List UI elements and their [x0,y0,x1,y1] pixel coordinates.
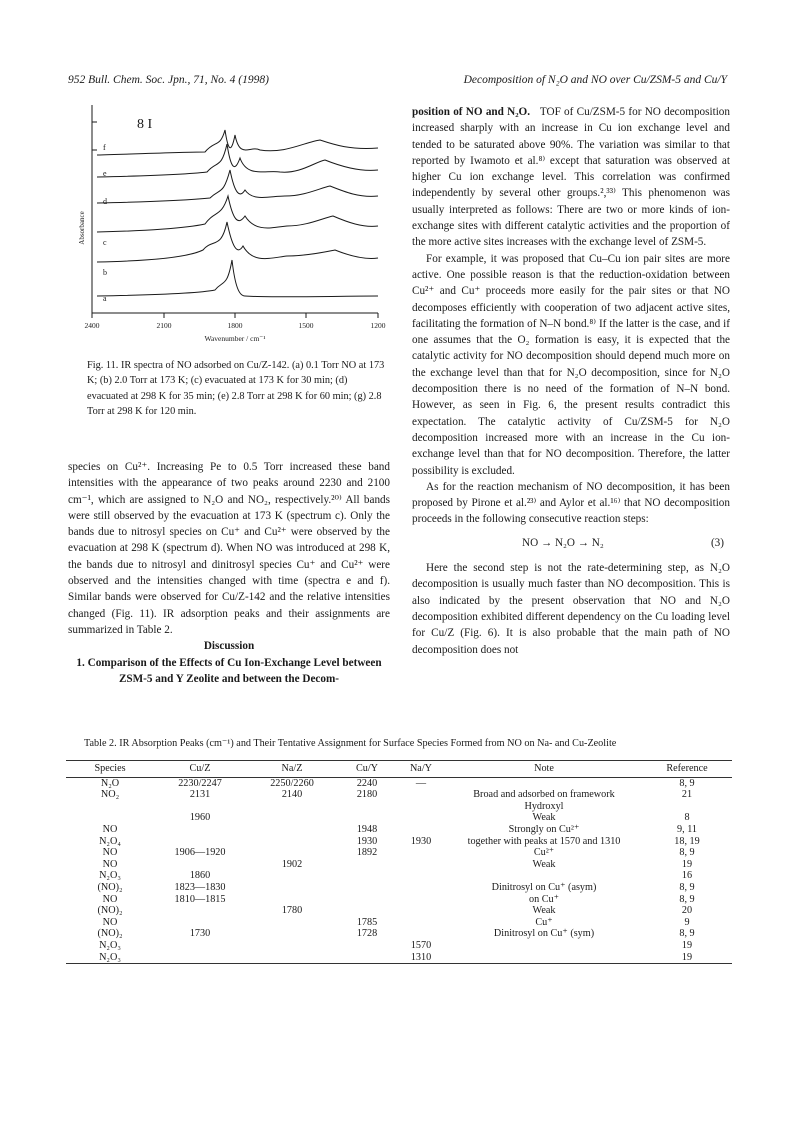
equation-3 [412,528,730,560]
cell-cu-y [338,801,396,813]
cell-note: together with peaks at 1570 and 1310 [467,835,621,847]
cell-na-y [396,905,446,917]
curve-label-b: b [103,268,107,277]
table-row [66,905,732,917]
cell-cu-y [338,882,396,894]
cell-reference: 8 [684,812,690,824]
cell-cu-z [154,905,246,917]
cell-cu-z [154,824,246,836]
cell-na-y: — [415,777,427,789]
col-header-note: Note [446,761,642,778]
cell-cu-y: 2240 [356,777,378,789]
table-row [66,882,732,894]
section-title-discussion: Discussion [203,640,255,653]
table-caption: Table 2. IR Absorption Peaks (cm⁻¹) and Their Tentative Assignment for Surface Species Formed from NO on Na- and Cu-Zeolite [84,738,617,749]
cell-species: N₂O₃ [99,939,121,951]
table-row [66,836,732,848]
cell-na-y [396,847,446,859]
right-column [412,104,730,658]
y-axis-label: Absorbance [78,211,86,245]
cell-na-z: 1780 [281,905,303,917]
cell-note [446,940,642,952]
figure-corner-label: 8 I [137,117,153,132]
spectrum-b [97,222,378,262]
cell-species: NO [102,893,118,905]
table-row [66,812,732,824]
cell-na-z [246,894,338,906]
table-row [66,777,732,789]
cell-reference: 8, 9 [679,777,695,789]
cell-na-y [396,859,446,871]
cell-reference: 9, 11 [677,823,697,835]
cell-na-y: 1570 [410,939,432,951]
cell-na-z [246,940,338,952]
cell-species: NO [102,916,118,928]
cell-cu-z [154,917,246,929]
cell-na-z [246,824,338,836]
cell-reference: 19 [642,952,732,964]
cell-species: NO [102,858,118,870]
table-row [66,940,732,952]
cell-cu-z: 1906—1920 [174,847,226,859]
cell-na-z [246,836,338,848]
cell-note: Strongly on Cu²⁺ [508,823,580,835]
cell-note: Dinitrosyl on Cu⁺ (sym) [493,928,595,940]
cell-reference: 16 [681,870,693,882]
cell-reference: 9 [684,916,690,928]
curve-label-d: d [103,197,107,206]
cell-na-y [396,801,446,813]
left-paragraph-1: species on Cu²⁺. Increasing Pe to 0.5 Torr increased these band intensities with the appearance of two peaks around 2230 and 2100 cm⁻¹, which are assigned to N₂O and NO₂, respectively.²⁰⁾ All bands were still observed by the evacuation at 173 K (spectrum c). Only the bands due to nitrosyl species on Cu⁺ and Cu²⁺ were observed by the evacuation at 298 K (spectrum d). When NO was introduced at 298 K, the bands due to nitrosyl and dinitrosyl species Cu⁺ and Cu²⁺ were observed and the intensities changed with time (spectra e and f). Similar bands were observed for Cu/Z-142 and the relative intensities changed (Fig. 11). IR adsorption peaks and their assignments are summarized in Table 2. [68,461,390,636]
cell-cu-y [338,859,396,871]
cell-cu-y: 2180 [356,789,378,801]
cell-na-z: 2250/2260 [270,777,314,789]
spectrum-d [97,170,378,203]
cell-reference [642,801,732,813]
cell-species: (NO)₂ [97,881,123,893]
cell-cu-z [154,952,246,964]
table-row [66,870,732,882]
table-row [66,894,732,906]
cell-cu-z: 1860 [189,870,211,882]
cell-cu-z: 1730 [189,928,211,940]
left-column [68,459,390,687]
cell-species: NO₂ [100,789,120,801]
table-header-row [66,761,732,778]
cell-species [66,801,154,813]
x-tick-1200: 1200 [370,321,386,330]
cell-cu-y: 1930 [356,835,378,847]
col-header-na-y: Na/Y [396,761,446,778]
table-row [66,824,732,836]
cell-cu-z [154,859,246,871]
cell-reference: 18, 19 [674,835,700,847]
cell-na-z [246,952,338,964]
table-row [66,859,732,871]
cell-note [446,952,642,964]
cell-cu-y [338,812,396,824]
cell-cu-z [154,836,246,848]
cell-note: Weak [532,905,556,917]
cell-cu-y [338,894,396,906]
cell-cu-z: 2230/2247 [178,777,222,789]
cell-note: Dinitrosyl on Cu⁺ (asym) [491,881,597,893]
cell-cu-z: 1823—1830 [174,881,226,893]
cell-reference: 19 [681,858,693,870]
table-row [66,801,732,813]
cell-na-y [396,917,446,929]
table-row [66,952,732,964]
running-header-left: 952 Bull. Chem. Soc. Jpn., 71, No. 4 (1998) [68,74,269,86]
cell-species: NO [102,847,118,859]
cell-cu-y: 1892 [356,847,378,859]
x-axis-label: Wavenumber / cm⁻¹ [204,334,266,343]
equation-number: (3) [710,536,724,549]
cell-na-y: 1310 [396,952,446,964]
curve-label-f: f [103,143,106,152]
equation-body: NO → N₂O → N₂ [522,536,604,549]
cell-species: (NO)₂ [97,905,123,917]
cell-na-y [396,812,446,824]
cell-reference: 8, 9 [679,847,695,859]
cell-na-z [246,812,338,824]
col-header-species: Species [66,761,154,778]
cell-na-z [246,847,338,859]
table-row [66,847,732,859]
col-header-na-z: Na/Z [246,761,338,778]
cell-species: N₂O₃ [66,952,154,964]
cell-cu-z [154,801,246,813]
x-tick-2100: 2100 [156,321,172,330]
x-tick-2400: 2400 [84,321,100,330]
cell-na-y: 1930 [410,835,432,847]
cell-note: on Cu⁺ [528,893,559,905]
cell-species: N₂O [100,777,120,789]
cell-note [446,777,642,789]
subsection-title-continued: position of NO and N₂O. [412,106,531,118]
cell-na-z: 2140 [281,789,303,801]
cell-reference: 8, 9 [679,928,695,940]
cell-cu-y [338,905,396,917]
running-header-right: Decomposition of N₂O and NO over Cu/ZSM-5 and Cu/Y [463,74,727,86]
cell-cu-z: 1960 [189,812,211,824]
cell-reference: 19 [681,939,693,951]
curve-label-e: e [103,169,107,178]
right-paragraph-4: Here the second step is not the rate-determining step, as N₂O decomposition is usually much faster than NO decomposition. This is also indicated by the present observation that NO and N₂O decomposition exhibited different dependency on the Cu loading level for Cu/Z (Fig. 6). It is also probable that the main path of NO decomposition does not [412,562,730,656]
x-tick-1800: 1800 [227,321,243,330]
cell-na-y [396,789,446,801]
ir-assignment-table [66,760,732,964]
col-header-cu-y: Cu/Y [338,761,396,778]
spectrum-c [97,196,378,232]
cell-reference: 21 [681,789,693,801]
cell-cu-y: 1948 [356,823,378,835]
cell-note: Broad and adsorbed on framework [473,789,615,801]
cell-species: (NO)₂ [97,928,123,940]
cell-note: Cu²⁺ [533,847,555,859]
cell-cu-y [338,940,396,952]
cell-na-y [396,894,446,906]
right-paragraph-2: For example, it was proposed that Cu–Cu ion pair sites are more active. One possible reason is that the reduction-oxidation between Cu²⁺ and Cu⁺ proceeds more easily for the pair sites or that NO decomposes efficiently with cooperation of two adjacent active sites, facilitating the formation of N–N bond.⁸⁾ If the latter is the case, and if one assumes that the O₂ formation is easy, it is expected that the catalytic activity for NO decomposition should depend much more on the exchange level than that for N₂O decomposition, since for N₂O decomposition there is no need of the formation of N–N bond. However, as seen in Fig. 6, the present results contradict this expectation. The catalytic activity of Cu/ZSM-5 for N₂O decomposition increased more with an increase in the Cu ion-exchange level than that for NO decomposition. Therefore, the latter possibility is excluded. [412,252,730,477]
cell-species: N₂O₃ [99,870,121,882]
cell-na-y [396,870,446,882]
x-tick-1500: 1500 [298,321,314,330]
cell-na-y [396,824,446,836]
cell-na-y [396,928,446,940]
cell-note: Cu⁺ [535,916,553,928]
ir-spectra-figure [75,100,390,345]
cell-na-z [246,801,338,813]
spectrum-a [97,260,378,297]
col-header-cu-z: Cu/Z [154,761,246,778]
cell-na-z: 1902 [281,858,303,870]
cell-cu-y [338,952,396,964]
table-row [66,789,732,801]
spectrum-e [97,144,378,177]
cell-cu-y: 1785 [356,916,378,928]
cell-note: Hydroxyl [524,800,564,812]
curve-label-a: a [103,294,107,303]
table-row [66,928,732,940]
cell-reference: 8, 9 [679,893,695,905]
cell-na-z [246,917,338,929]
cell-na-z [246,870,338,882]
cell-na-z [246,882,338,894]
cell-species: N₂O₄ [99,835,121,847]
cell-cu-y: 1728 [356,928,378,940]
cell-species: NO [102,823,118,835]
cell-na-y [396,882,446,894]
cell-cu-z [154,940,246,952]
figure-caption: Fig. 11. IR spectra of NO adsorbed on Cu/Z-142. (a) 0.1 Torr NO at 173 K; (b) 2.0 Torr at 173 K; (c) evacuated at 173 K for 30 min; (d) evacuated at 298 K for 35 min; (e) 2.8 Torr at 298 K for 60 min; (g) 2.8 Torr at 298 K for 120 min. [87,360,385,417]
right-paragraph-3: As for the reaction mechanism of NO decomposition, it has been proposed by Pirone et al.²³⁾ and Aylor et al.¹⁶⁾ that NO decomposition proceeds in the following consecutive reaction steps: [412,480,730,526]
cell-note [446,870,642,882]
cell-cu-y [338,870,396,882]
cell-cu-z: 1810—1815 [174,893,226,905]
cell-cu-z: 2131 [189,789,211,801]
cell-reference: 8, 9 [679,881,695,893]
col-header-reference: Reference [642,761,732,778]
subsection-title: 1. Comparison of the Effects of Cu Ion-Exchange Level between ZSM-5 and Y Zeolite and between the Decom- [76,656,382,685]
cell-species [66,812,154,824]
right-paragraph-1: TOF of Cu/ZSM-5 for NO decomposition increased sharply with an increase in Cu ion exchange level and tended to be saturated above 90%. The variation was similar to that reported by Iwamoto et al.⁸⁾ except that saturation was observed at higher Cu ion exchange level. This correlation was confirmed independently by several other groups.²,³³⁾ This phenomenon was usually interpreted as follows: There are two or more kinds of ion-exchange sites with different catalytic activities and the proportion of the more active sites increases with the exchange level of ZSM-5. [412,106,730,249]
cell-reference: 20 [681,905,693,917]
curve-label-c: c [103,238,107,247]
cell-note: Weak [532,858,556,870]
table-row [66,917,732,929]
spectrum-f [97,130,378,155]
cell-na-z [246,928,338,940]
cell-note: Weak [532,812,556,824]
